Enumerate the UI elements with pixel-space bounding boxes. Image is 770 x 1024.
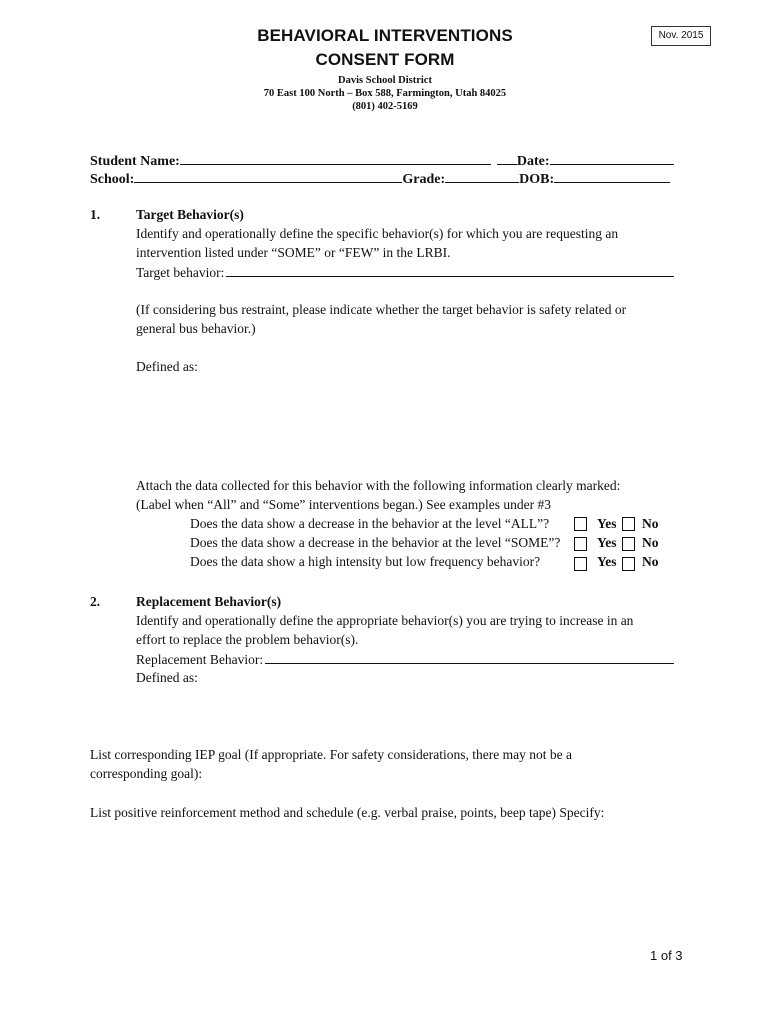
attach-instruction-line1: Attach the data collected for this behavior with the following information clearly marked: <box>136 478 621 493</box>
section1-heading: Target Behavior(s) <box>136 207 244 222</box>
page-number: 1 of 3 <box>650 948 683 963</box>
form-title-line2: CONSENT FORM <box>315 50 455 69</box>
section2-instruction-line1: Identify and operationally define the appropriate behavior(s) you are trying to increase in an <box>136 613 634 628</box>
no-label: No <box>642 516 659 531</box>
replacement-behavior-row <box>136 651 674 668</box>
student-name-field[interactable] <box>180 151 491 165</box>
grade-label: Grade: <box>402 172 446 187</box>
yes-label: Yes <box>597 516 617 531</box>
yes-checkbox[interactable] <box>574 557 587 571</box>
target-behavior-label: Target behavior: <box>136 265 225 280</box>
replacement-behavior-field[interactable] <box>265 651 674 664</box>
date-prefix-line <box>497 151 517 165</box>
form-title-line1: BEHAVIORAL INTERVENTIONS <box>257 26 513 45</box>
section2-instruction-line2: effort to replace the problem behavior(s). <box>136 632 359 647</box>
replacement-behavior-label: Replacement Behavior: <box>136 652 264 667</box>
school-row <box>90 169 680 188</box>
question-text: Does the data show a decrease in the behavior at the level “SOME”? <box>190 535 561 550</box>
section1-instruction-line1: Identify and operationally define the specific behavior(s) for which you are requesting an <box>136 226 619 241</box>
grade-field[interactable] <box>445 169 519 183</box>
school-label: School: <box>90 172 135 187</box>
section2-definition-area[interactable] <box>136 689 674 739</box>
student-name-label: Student Name: <box>90 154 180 169</box>
section1-defined-as: Defined as: <box>136 359 198 374</box>
revision-date-stamp: Nov. 2015 <box>651 26 711 46</box>
iep-goal-area[interactable] <box>90 785 674 803</box>
school-field[interactable] <box>134 169 402 183</box>
question-row <box>190 554 670 570</box>
date-field[interactable] <box>550 151 674 165</box>
yes-label: Yes <box>597 535 617 550</box>
reinforcement-label: List positive reinforcement method and schedule (e.g. verbal praise, points, beep tape) Specify: <box>90 805 605 820</box>
no-checkbox[interactable] <box>622 537 635 551</box>
target-behavior-field[interactable] <box>226 264 674 277</box>
reinforcement-area[interactable] <box>90 824 674 924</box>
question-row <box>190 535 670 551</box>
yes-label: Yes <box>597 554 617 569</box>
question-text: Does the data show a decrease in the behavior at the level “ALL”? <box>190 516 550 531</box>
dob-field[interactable] <box>554 169 670 183</box>
section2-number: 2. <box>90 594 101 609</box>
section2-heading: Replacement Behavior(s) <box>136 594 282 609</box>
yes-checkbox[interactable] <box>574 517 587 531</box>
no-checkbox[interactable] <box>622 557 635 571</box>
student-name-row <box>90 151 680 170</box>
question-row <box>190 516 670 532</box>
section1-instruction-line2: intervention listed under “SOME” or “FEW” in the LRBI. <box>136 245 451 260</box>
iep-goal-line1: List corresponding IEP goal (If appropriate. For safety considerations, there may not be a <box>90 747 572 762</box>
question-text: Does the data show a high intensity but low frequency behavior? <box>190 554 541 569</box>
iep-goal-line2: corresponding goal): <box>90 766 203 781</box>
attach-instruction-line2: (Label when “All” and “Some” interventions began.) See examples under #3 <box>136 497 551 512</box>
dob-label: DOB: <box>519 172 555 187</box>
no-label: No <box>642 535 659 550</box>
district-address: 70 East 100 North – Box 588, Farmington, Utah 84025 <box>263 88 507 99</box>
bus-note-line2: general bus behavior.) <box>136 321 256 336</box>
district-name: Davis School District <box>338 75 432 86</box>
section2-defined-as: Defined as: <box>136 670 198 685</box>
section1-definition-area[interactable] <box>136 378 674 468</box>
section1-number: 1. <box>90 207 101 222</box>
district-phone: (801) 402-5169 <box>352 101 418 112</box>
no-checkbox[interactable] <box>622 517 635 531</box>
target-behavior-row <box>136 264 674 281</box>
yes-checkbox[interactable] <box>574 537 587 551</box>
date-label: Date: <box>516 154 550 169</box>
no-label: No <box>642 554 659 569</box>
bus-note-line1: (If considering bus restraint, please indicate whether the target behavior is safety related or <box>136 302 627 317</box>
